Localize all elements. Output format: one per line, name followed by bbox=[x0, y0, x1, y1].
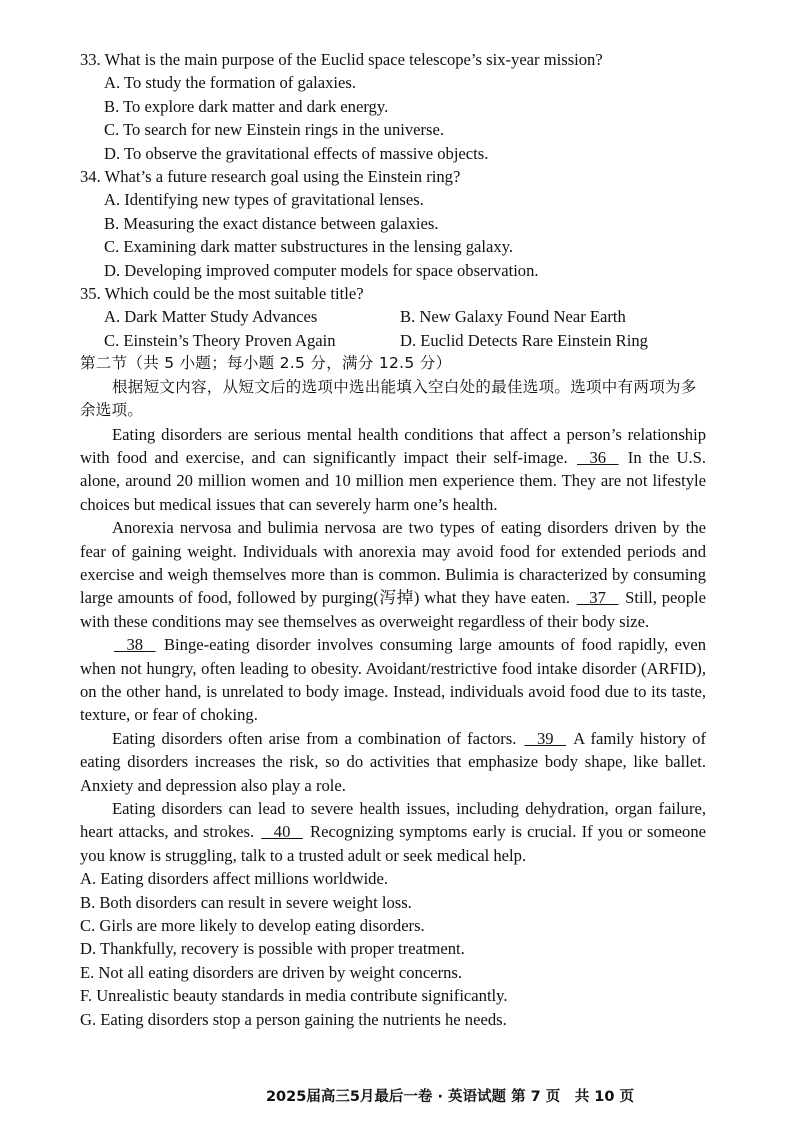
passage-paragraph bbox=[80, 797, 706, 867]
blank-40: 40 bbox=[273, 822, 291, 842]
answer-option-f: F. Unrealistic beauty standards in media contribute significantly. bbox=[80, 986, 508, 1006]
question-stem: 34. What’s a future research goal using the Einstein ring? bbox=[80, 167, 461, 187]
question-33 bbox=[80, 48, 706, 165]
exam-page bbox=[80, 48, 706, 1031]
question-35 bbox=[80, 282, 706, 352]
option: B. New Galaxy Found Near Earth bbox=[400, 307, 626, 327]
text: Eating disorders are serious mental health conditions that affect a person’s relationship with food and exercise, and can significantly impact their self-image. bbox=[80, 424, 706, 467]
text: Eating disorders can lead to severe health issues, including dehydration, organ failure, heart attacks, and strokes. bbox=[80, 799, 706, 842]
passage-paragraph bbox=[80, 423, 706, 517]
option: A. To study the formation of galaxies. bbox=[104, 73, 357, 93]
section-instruction: 根据短文内容，从短文后的选项中选出能填入空白处的最佳选项。选项中有两项为多余选项。 bbox=[80, 377, 697, 420]
section-heading: 第二节（共 5 小题；每小题 2.5 分，满分 12.5 分） bbox=[80, 354, 452, 373]
answer-option-e: E. Not all eating disorders are driven by weight concerns. bbox=[80, 962, 462, 982]
answer-option-g: G. Eating disorders stop a person gaining the nutrients he needs. bbox=[80, 1009, 507, 1029]
option: D. Euclid Detects Rare Einstein Ring bbox=[400, 330, 648, 350]
text: Anorexia nervosa and bulimia nervosa are two types of eating disorders driven by the fear of gaining weight. Individuals with anorexia may avoid food for extended periods and exercise and weigh themselves more than is common. Bulimia is characterized by consuming large amounts of food, followed by purging(泻掉) what they have eaten. bbox=[80, 518, 706, 608]
question-stem: 35. Which could be the most suitable title? bbox=[80, 284, 364, 304]
text: In the U.S. alone, around 20 million women and 10 million men experience them. They are not lifestyle choices but medical issues that can severely harm one’s health. bbox=[80, 447, 706, 514]
question-34 bbox=[80, 165, 706, 282]
option: C. To search for new Einstein rings in the universe. bbox=[104, 120, 445, 140]
blank-39: 39 bbox=[536, 728, 554, 748]
blank-36: 36 bbox=[589, 447, 607, 467]
passage bbox=[80, 423, 706, 868]
question-stem: 33. What is the main purpose of the Euclid space telescope’s six-year mission? bbox=[80, 50, 603, 69]
answer-option-d: D. Thankfully, recovery is possible with proper treatment. bbox=[80, 939, 465, 959]
answer-option-a: A. Eating disorders affect millions worldwide. bbox=[80, 869, 388, 889]
option: B. To explore dark matter and dark energy. bbox=[104, 96, 389, 116]
passage-paragraph bbox=[80, 516, 706, 633]
passage-paragraph bbox=[80, 727, 706, 797]
text: Still, people with these conditions may see themselves as overweight regardless of their body size. bbox=[80, 588, 706, 631]
option: A. Identifying new types of gravitational lenses. bbox=[104, 190, 424, 210]
option: D. To observe the gravitational effects of massive objects. bbox=[104, 143, 489, 163]
answer-option-b: B. Both disorders can result in severe weight loss. bbox=[80, 892, 412, 912]
page-footer: 2025届高三5月最后一卷 · 英语试题 第 7 页 共 10 页 bbox=[265, 1089, 635, 1105]
option: D. Developing improved computer models for space observation. bbox=[104, 260, 539, 280]
blank-38: 38 bbox=[126, 635, 144, 655]
option: B. Measuring the exact distance between galaxies. bbox=[104, 213, 439, 233]
passage-paragraph bbox=[80, 633, 706, 727]
option: A. Dark Matter Study Advances bbox=[104, 307, 318, 327]
blank-37: 37 bbox=[589, 588, 606, 608]
text: Eating disorders often arise from a combination of factors. bbox=[112, 728, 523, 748]
answer-options bbox=[80, 867, 706, 1031]
answer-option-c: C. Girls are more likely to develop eating disorders. bbox=[80, 916, 425, 936]
option: C. Examining dark matter substructures in the lensing galaxy. bbox=[104, 237, 514, 257]
text: A family history of eating disorders increases the risk, so do activities that emphasize body shape, like ballet. Anxiety and depression also play a role. bbox=[80, 728, 706, 795]
text: Recognizing symptoms early is crucial. If you or someone you know is struggling, talk to a trusted adult or seek medical help. bbox=[80, 822, 706, 865]
text: Binge-eating disorder involves consuming large amounts of food rapidly, even when not hungry, often leading to obesity. Avoidant/restrictive food intake disorder (ARFID), on the other hand, is unrelated to body image. Instead, individuals avoid food due to its taste, texture, or fear of choking. bbox=[80, 635, 706, 725]
option: C. Einstein’s Theory Proven Again bbox=[104, 330, 336, 350]
